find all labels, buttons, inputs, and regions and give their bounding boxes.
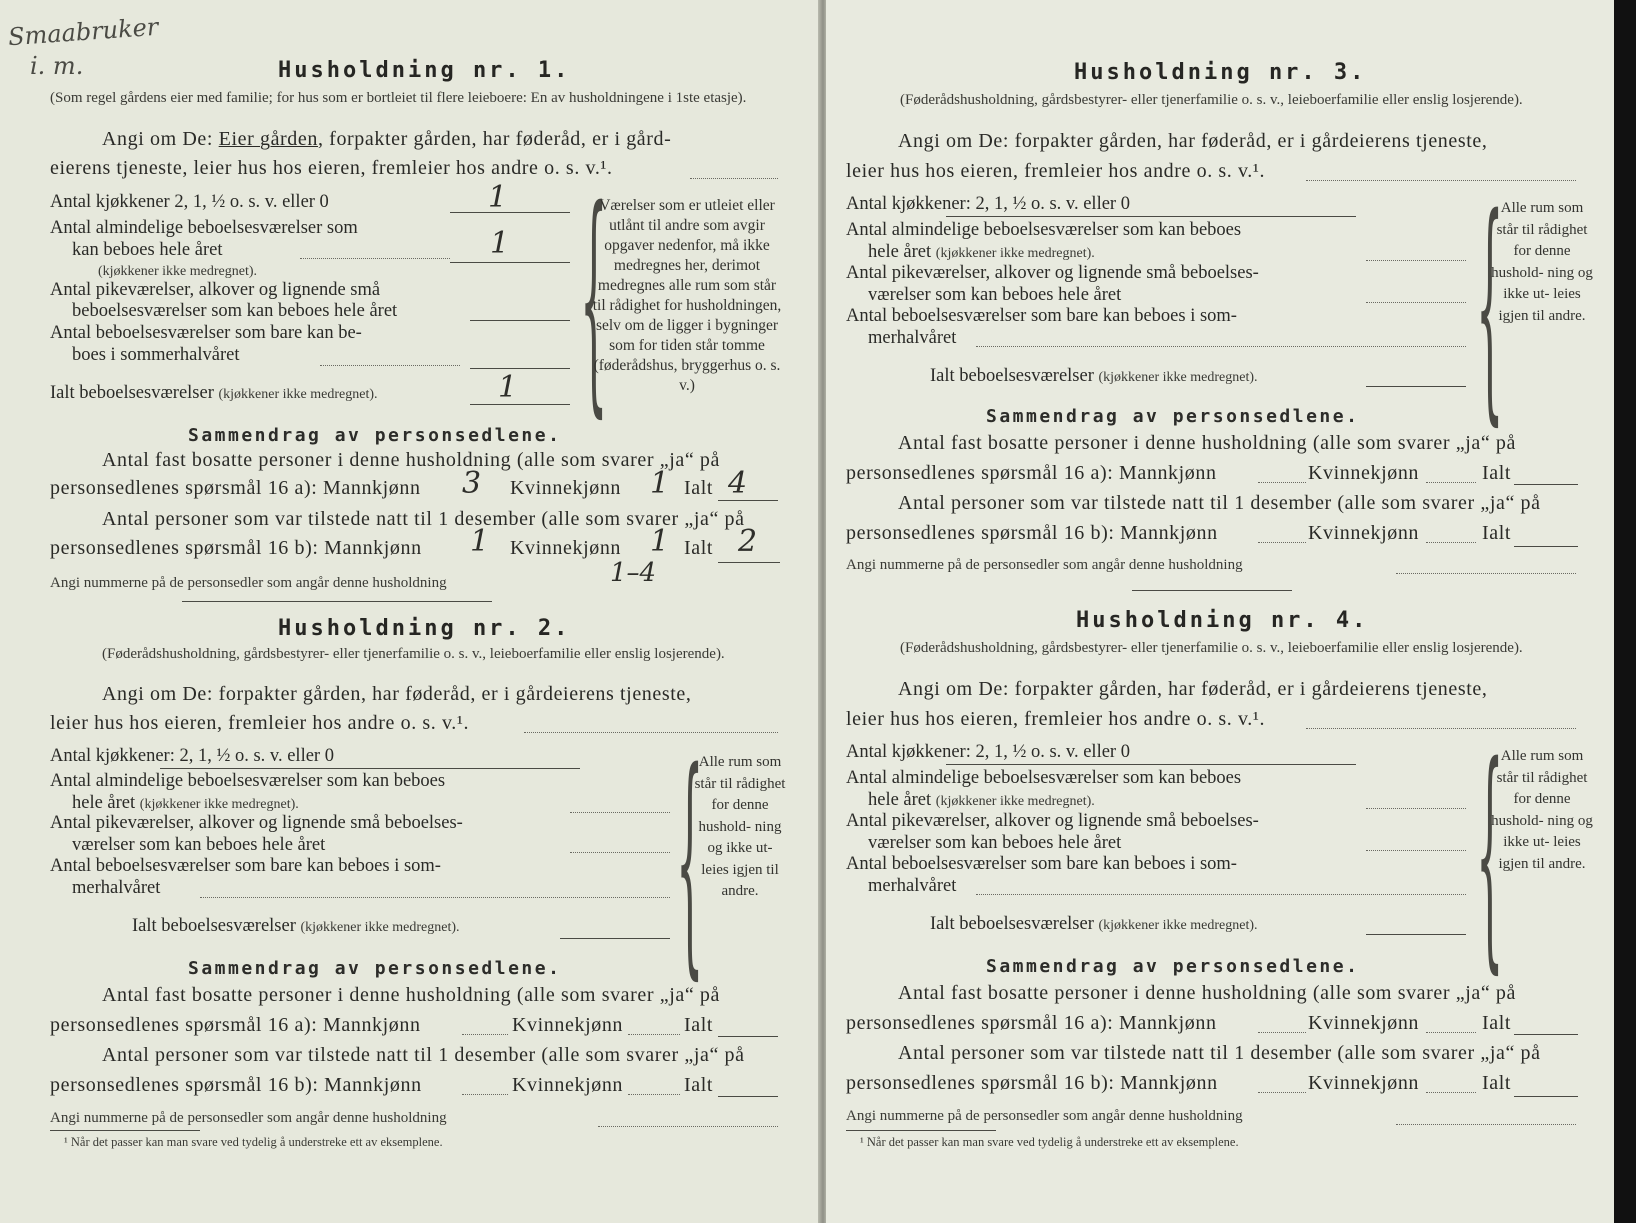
- h2-ialt-label: Ialt beboelsesværelser (kjøkkener ikke medregnet).: [132, 916, 460, 936]
- h1-q16b-line2: personsedlenes spørsmål 16 b): Mannkjønn: [50, 537, 422, 559]
- h3-alm-label2: hele året (kjøkkener ikke medregnet).: [868, 242, 1095, 262]
- h2-kjokken-label: Antal kjøkkener: 2, 1, ½ o. s. v. eller 0: [50, 746, 334, 766]
- h1-ialt-label: Ialt beboelsesværelser (kjøkkener ikke medregnet).: [50, 383, 378, 403]
- h1-summary-title: Sammendrag av personsedlene.: [188, 425, 562, 446]
- h1-pike-label2: beboelsesværelser som kan beboes hele året: [72, 301, 398, 321]
- h2-sommer-label2: merhalvåret: [72, 878, 161, 898]
- h1-q16b-kvinne: 1: [650, 524, 670, 559]
- h2-q16b-kvinne-label: Kvinnekjønn: [512, 1074, 624, 1096]
- h4-q16a-line1: Antal fast bosatte personer i denne husholdning (alle som svarer „ja“ på: [898, 982, 1517, 1004]
- h4-nummer-label: Angi nummerne på de personsedler som angår denne husholdning: [846, 1108, 1243, 1124]
- h4-q16b-ialt-label: Ialt: [1482, 1072, 1512, 1094]
- h1-subtitle: (Som regel gårdens eier med familie; for hus som er bortleiet til flere leieboere: En av husholdningene i 1ste etasje).: [50, 90, 747, 106]
- h3-q16a-line2: personsedlenes spørsmål 16 a): Mannkjønn: [846, 462, 1217, 484]
- h1-q16b-ialt: 2: [738, 524, 758, 559]
- h4-summary-title: Sammendrag av personsedlene.: [986, 956, 1360, 977]
- scan-edge: [1614, 0, 1636, 1223]
- right-footnote: ¹ Når det passer kan man svare ved tydelig å understreke ett av eksemplene.: [860, 1135, 1239, 1149]
- h2-angi-line1: Angi om De: forpakter gården, har føderåd, er i gårdeierens tjeneste,: [102, 683, 692, 705]
- h4-side-note: Alle rum som står til rådighet for denne hushold- ning og ikke ut- leies igjen til andre.: [1491, 748, 1593, 872]
- h3-sommer-label1: Antal beboelsesværelser som bare kan beboes i som-: [846, 306, 1237, 326]
- h4-subtitle: (Føderådshusholdning, gårdsbestyrer- eller tjenerfamilie o. s. v., leieboerfamilie eller enslig losjerende).: [900, 640, 1523, 656]
- h2-summary-title: Sammendrag av personsedlene.: [188, 958, 562, 979]
- h1-nummer-value: 1–4: [610, 558, 657, 588]
- h4-alm-label2: hele året (kjøkkener ikke medregnet).: [868, 790, 1095, 810]
- h4-q16b-kvinne-label: Kvinnekjønn: [1308, 1072, 1420, 1094]
- h1-side-note: Værelser som er utleiet eller utlånt til andre som avgir opgaver nedenfor, må ikke medregnes her, derimot medregnes alle rum som står til rådighet for husholdningen, selv om de ligger i bygninger som for tiden står tomme (føderådshus, bryggerhus o. s. v.): [592, 197, 782, 394]
- h4-brace: {: [1476, 714, 1504, 994]
- h3-q16b-ialt-label: Ialt: [1482, 522, 1512, 544]
- h3-angi-line1: Angi om De: forpakter gården, har føderåd, er i gårdeierens tjeneste,: [898, 130, 1488, 152]
- right-page: [826, 0, 1636, 1223]
- h3-subtitle: (Føderådshusholdning, gårdsbestyrer- eller tjenerfamilie o. s. v., leieboerfamilie eller enslig losjerende).: [900, 92, 1523, 108]
- h1-q16b-mann: 1: [470, 524, 490, 559]
- h3-angi-line2: leier hus hos eieren, fremleier hos andre o. s. v.¹.: [846, 160, 1266, 182]
- h1-kjokken-value: 1: [488, 180, 508, 215]
- h1-angi-line2: eierens tjeneste, leier hus hos eieren, fremleier hos andre o. s. v.¹.: [50, 157, 613, 179]
- h4-angi-line2: leier hus hos eieren, fremleier hos andre o. s. v.¹.: [846, 708, 1266, 730]
- h2-title: Husholdning nr. 2.: [278, 616, 571, 641]
- h3-sommer-label2: merhalvåret: [868, 328, 957, 348]
- h4-sommer-label1: Antal beboelsesværelser som bare kan beboes i som-: [846, 854, 1237, 874]
- h2-nummer-label: Angi nummerne på de personsedler som angår denne husholdning: [50, 1110, 447, 1126]
- h3-q16b-kvinne-label: Kvinnekjønn: [1308, 522, 1420, 544]
- h1-sommer-label1: Antal beboelsesværelser som bare kan be-: [50, 323, 362, 343]
- h2-q16b-ialt-label: Ialt: [684, 1074, 714, 1096]
- h1-alm-note: (kjøkkener ikke medregnet).: [98, 264, 257, 279]
- h2-pike-label1: Antal pikeværelser, alkover og lignende små beboelses-: [50, 813, 463, 833]
- h1-alm-label2: kan beboes hele året: [72, 240, 223, 260]
- h2-alm-label1: Antal almindelige beboelsesværelser som kan beboes: [50, 771, 446, 791]
- margin-note-2: i. m.: [30, 52, 84, 80]
- h2-brace: {: [676, 720, 704, 1000]
- h4-ialt-label: Ialt beboelsesværelser (kjøkkener ikke medregnet).: [930, 914, 1258, 934]
- margin-note-1: Smaabruker: [7, 12, 160, 52]
- h4-q16b-line2: personsedlenes spørsmål 16 b): Mannkjønn: [846, 1072, 1218, 1094]
- h1-nummer-label: Angi nummerne på de personsedler som angår denne husholdning: [50, 575, 447, 591]
- h1-q16a-line2: personsedlenes spørsmål 16 a): Mannkjønn: [50, 477, 421, 499]
- h1-q16a-kvinne-label: Kvinnekjønn: [510, 477, 622, 499]
- h3-q16b-line1: Antal personer som var tilstede natt til 1 desember (alle som svarer „ja“ på: [898, 492, 1541, 514]
- h3-q16a-kvinne-label: Kvinnekjønn: [1308, 462, 1420, 484]
- h1-q16b-kvinne-label: Kvinnekjønn: [510, 537, 622, 559]
- left-footnote: ¹ Når det passer kan man svare ved tydelig å understreke ett av eksemplene.: [64, 1135, 443, 1149]
- h1-eier-underlined: Eier gården: [218, 128, 318, 150]
- h4-q16a-kvinne-label: Kvinnekjønn: [1308, 1012, 1420, 1034]
- h1-brace: {: [580, 158, 608, 438]
- h2-alm-label2: hele året (kjøkkener ikke medregnet).: [72, 793, 299, 813]
- h2-angi-line2: leier hus hos eieren, fremleier hos andre o. s. v.¹.: [50, 712, 470, 734]
- h1-q16b-ialt-label: Ialt: [684, 537, 714, 559]
- h4-q16b-line1: Antal personer som var tilstede natt til 1 desember (alle som svarer „ja“ på: [898, 1042, 1541, 1064]
- h1-alm-label1: Antal almindelige beboelsesværelser som: [50, 218, 358, 238]
- h1-q16a-line1: Antal fast bosatte personer i denne husholdning (alle som svarer „ja“ på: [102, 449, 721, 471]
- h4-sommer-label2: merhalvåret: [868, 876, 957, 896]
- h1-ialt-value: 1: [498, 370, 518, 405]
- h3-side-note: Alle rum som står til rådighet for denne hushold- ning og ikke ut- leies igjen til andre.: [1491, 200, 1593, 324]
- h2-side-note: Alle rum som står til rådighet for denne hushold- ning og ikke ut- leies igjen til andre.: [694, 754, 786, 899]
- h3-title: Husholdning nr. 3.: [1074, 60, 1367, 85]
- h3-summary-title: Sammendrag av personsedlene.: [986, 406, 1360, 427]
- h4-kjokken-label: Antal kjøkkener: 2, 1, ½ o. s. v. eller 0: [846, 742, 1130, 762]
- h3-q16a-line1: Antal fast bosatte personer i denne husholdning (alle som svarer „ja“ på: [898, 432, 1517, 454]
- h1-sommer-label2: boes i sommerhalvåret: [72, 345, 240, 365]
- h3-ialt-label: Ialt beboelsesværelser (kjøkkener ikke medregnet).: [930, 366, 1258, 386]
- h4-alm-label1: Antal almindelige beboelsesværelser som kan beboes: [846, 768, 1242, 788]
- h1-kjokken-label: Antal kjøkkener 2, 1, ½ o. s. v. eller 0: [50, 192, 329, 212]
- h4-title: Husholdning nr. 4.: [1076, 608, 1369, 633]
- h3-q16a-ialt-label: Ialt: [1482, 462, 1512, 484]
- h3-alm-label1: Antal almindelige beboelsesværelser som kan beboes: [846, 220, 1242, 240]
- h1-angi-line1: Angi om De: Eier gården, forpakter gården, har føderåd, er i gård-: [102, 128, 672, 150]
- h2-q16a-kvinne-label: Kvinnekjønn: [512, 1014, 624, 1036]
- h3-pike-label1: Antal pikeværelser, alkover og lignende små beboelses-: [846, 263, 1259, 283]
- h4-q16a-line2: personsedlenes spørsmål 16 a): Mannkjønn: [846, 1012, 1217, 1034]
- h3-nummer-label: Angi nummerne på de personsedler som angår denne husholdning: [846, 557, 1243, 573]
- h2-q16a-ialt-label: Ialt: [684, 1014, 714, 1036]
- h1-q16a-ialt: 4: [728, 466, 748, 501]
- h4-angi-line1: Angi om De: forpakter gården, har føderåd, er i gårdeierens tjeneste,: [898, 678, 1488, 700]
- h3-brace: {: [1476, 166, 1504, 446]
- h2-pike-label2: værelser som kan beboes hele året: [72, 835, 326, 855]
- h1-q16b-line1: Antal personer som var tilstede natt til 1 desember (alle som svarer „ja“ på: [102, 508, 745, 530]
- h2-subtitle: (Føderådshusholdning, gårdsbestyrer- eller tjenerfamilie o. s. v., leieboerfamilie eller enslig losjerende).: [102, 646, 725, 662]
- h1-title: Husholdning nr. 1.: [278, 58, 571, 83]
- h1-q16a-mann: 3: [462, 466, 482, 501]
- h2-q16b-line1: Antal personer som var tilstede natt til 1 desember (alle som svarer „ja“ på: [102, 1044, 745, 1066]
- h4-pike-label2: værelser som kan beboes hele året: [868, 833, 1122, 853]
- h3-pike-label2: værelser som kan beboes hele året: [868, 285, 1122, 305]
- h1-q16a-kvinne: 1: [650, 466, 670, 501]
- h3-q16b-line2: personsedlenes spørsmål 16 b): Mannkjønn: [846, 522, 1218, 544]
- h3-kjokken-label: Antal kjøkkener: 2, 1, ½ o. s. v. eller 0: [846, 194, 1130, 214]
- h4-q16a-ialt-label: Ialt: [1482, 1012, 1512, 1034]
- h2-sommer-label1: Antal beboelsesværelser som bare kan beboes i som-: [50, 856, 441, 876]
- h2-q16a-line2: personsedlenes spørsmål 16 a): Mannkjønn: [50, 1014, 421, 1036]
- h2-q16b-line2: personsedlenes spørsmål 16 b): Mannkjønn: [50, 1074, 422, 1096]
- h1-pike-label1: Antal pikeværelser, alkover og lignende små: [50, 280, 381, 300]
- h1-q16a-ialt-label: Ialt: [684, 477, 714, 499]
- h4-pike-label1: Antal pikeværelser, alkover og lignende små beboelses-: [846, 811, 1259, 831]
- h2-q16a-line1: Antal fast bosatte personer i denne husholdning (alle som svarer „ja“ på: [102, 984, 721, 1006]
- h1-alm-value: 1: [490, 226, 510, 261]
